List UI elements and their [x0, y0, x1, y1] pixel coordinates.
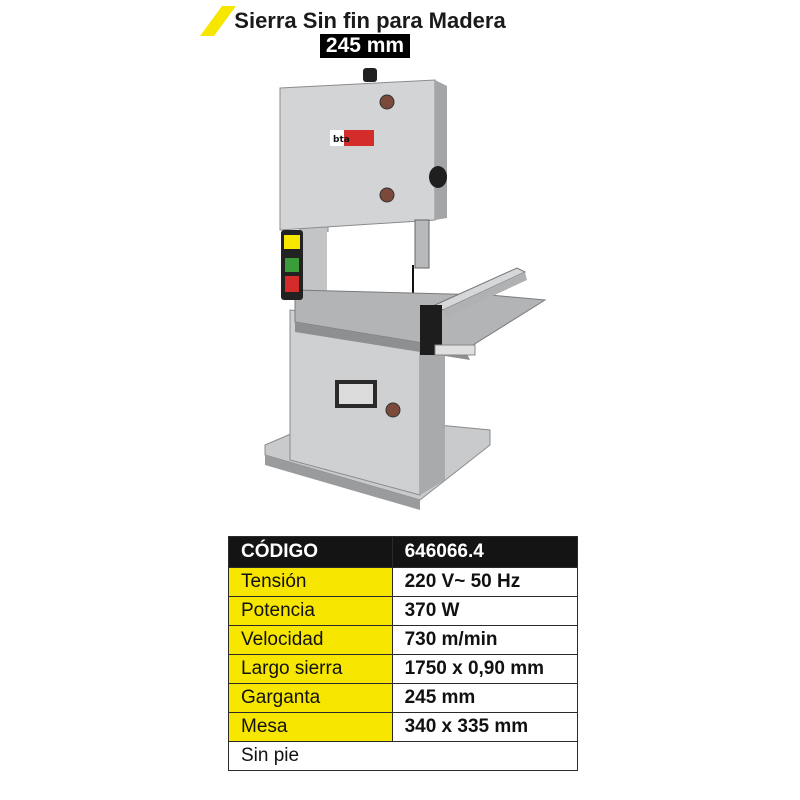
page-subtitle: 245 mm [325, 34, 405, 57]
spec-row [229, 713, 578, 742]
spec-note-row [229, 742, 578, 771]
spec-code-value: 646066.4 [392, 537, 577, 568]
spec-label: Largo sierra [229, 655, 393, 684]
subtitle-badge [320, 34, 410, 58]
spec-label: Potencia [229, 597, 393, 626]
spec-value: 220 V~ 50 Hz [392, 568, 577, 597]
spec-row [229, 597, 578, 626]
spec-value: 340 x 335 mm [392, 713, 577, 742]
spec-label: Garganta [229, 684, 393, 713]
spec-row [229, 568, 578, 597]
spec-value: 730 m/min [392, 626, 577, 655]
spec-value: 245 mm [392, 684, 577, 713]
spec-value: 370 W [392, 597, 577, 626]
product-image [255, 60, 555, 520]
spec-code-label: CÓDIGO [229, 537, 393, 568]
spec-header-row [229, 537, 578, 568]
spec-note: Sin pie [229, 742, 578, 771]
spec-label: Velocidad [229, 626, 393, 655]
brand-logo: bta [333, 135, 350, 145]
spec-label: Tensión [229, 568, 393, 597]
spec-row [229, 655, 578, 684]
spec-row [229, 626, 578, 655]
title-banner [200, 6, 540, 32]
spec-label: Mesa [229, 713, 393, 742]
band-saw-icon [255, 60, 555, 520]
spec-row [229, 684, 578, 713]
spec-value: 1750 x 0,90 mm [392, 655, 577, 684]
page-title: Sierra Sin fin para Madera [234, 8, 506, 33]
spec-table [228, 536, 578, 771]
